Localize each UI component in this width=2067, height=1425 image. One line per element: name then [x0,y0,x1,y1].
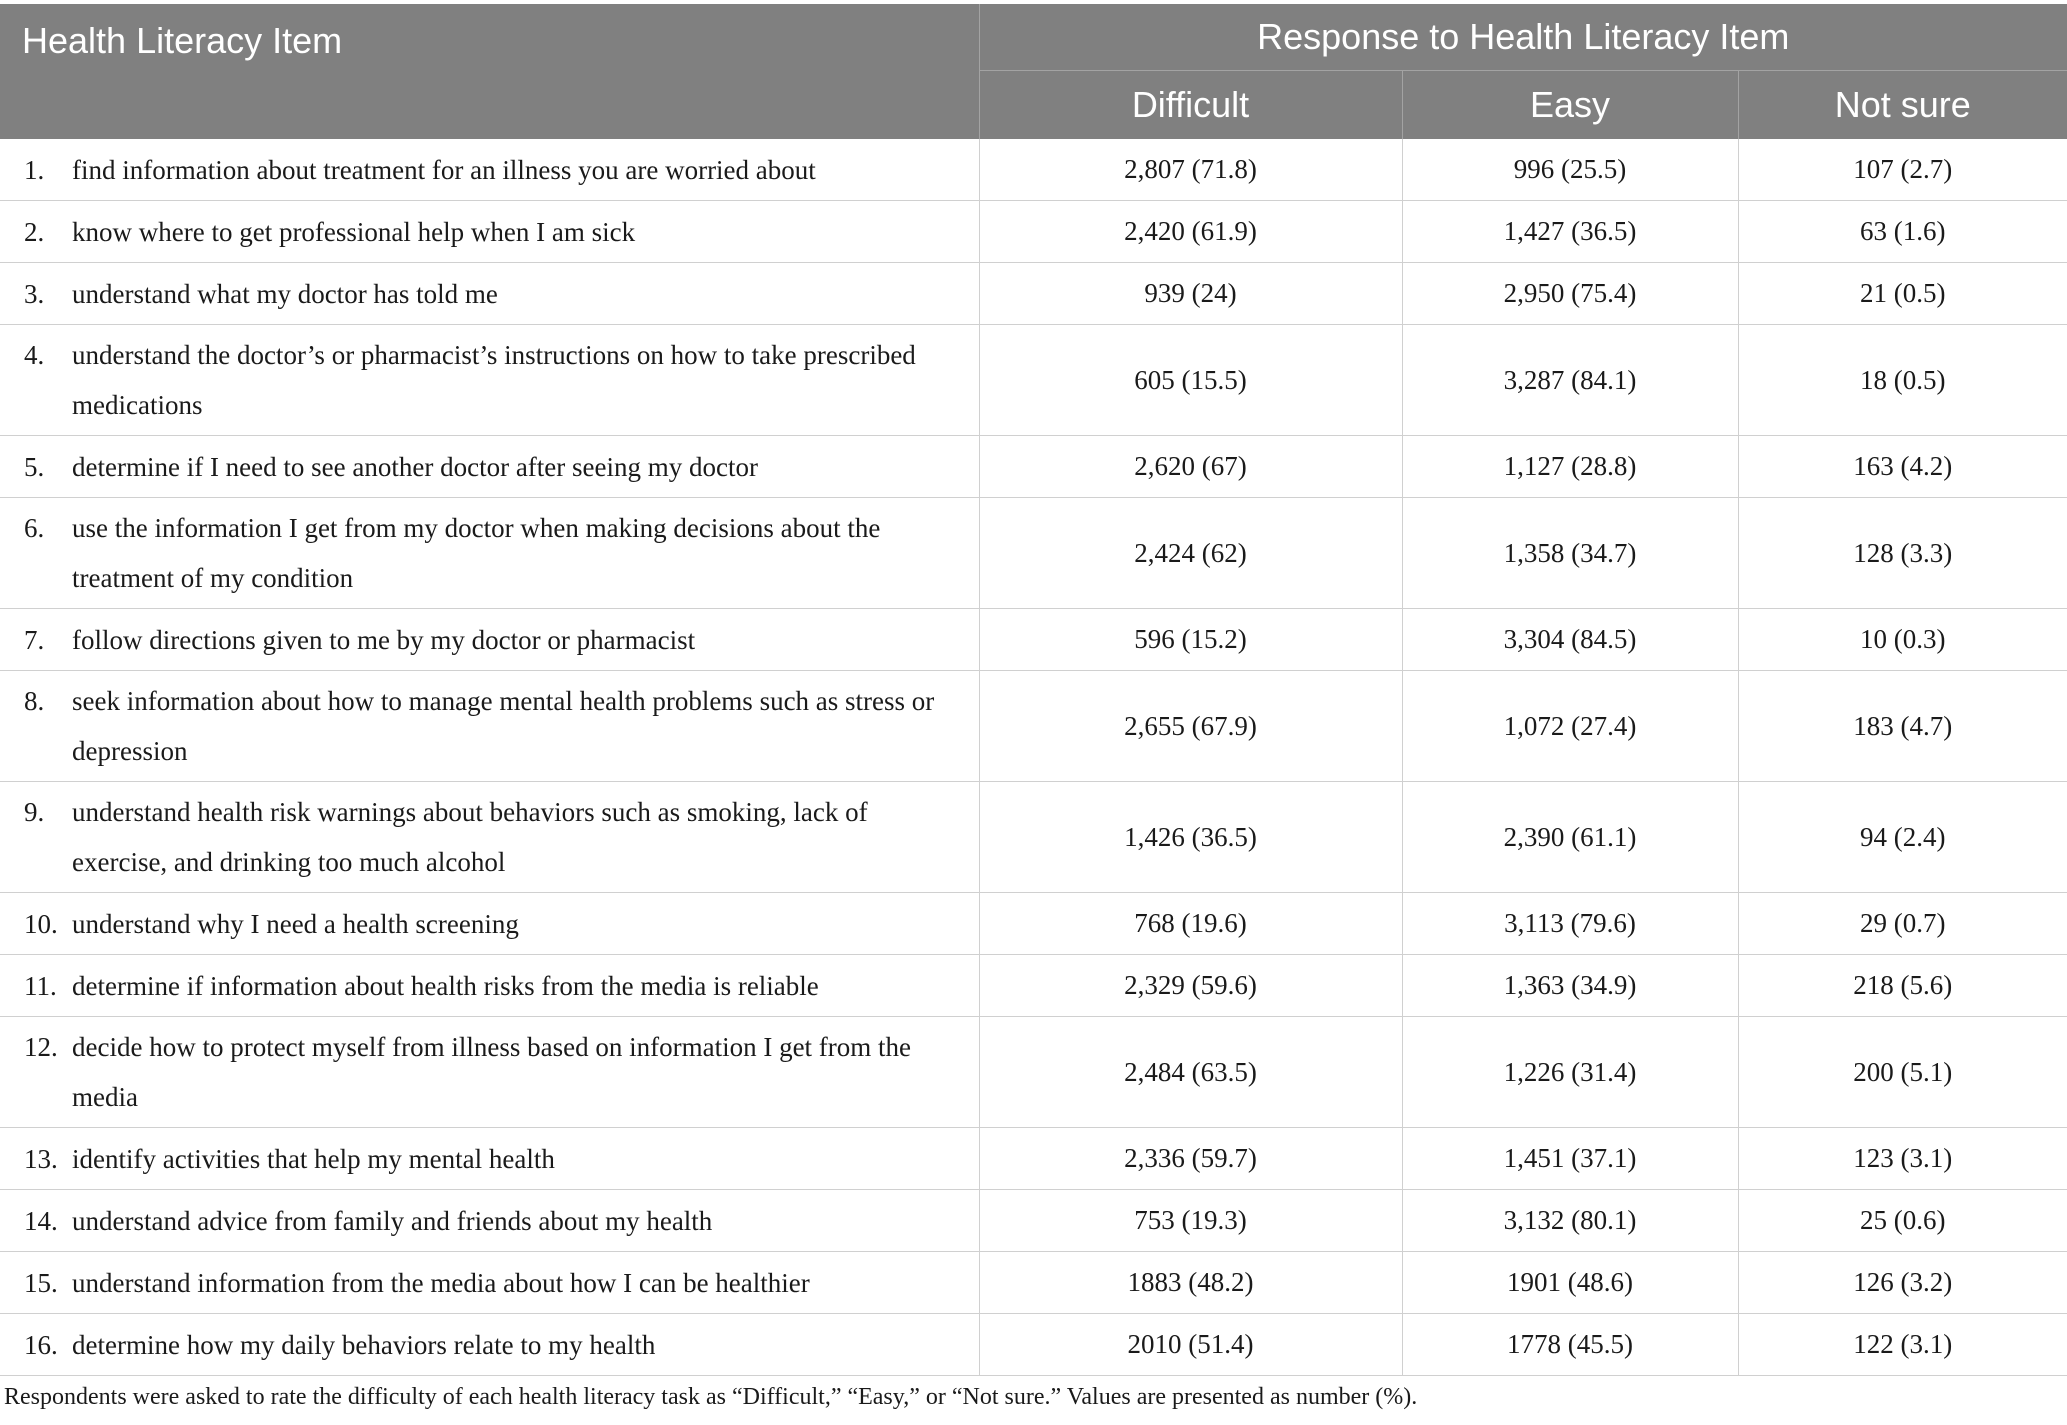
item-text: seek information about how to manage mental health problems such as stress or depression [72,686,935,766]
table-row [0,325,2067,436]
difficult-value: 2,484 (63.5) [979,1017,1402,1128]
not-sure-value: 29 (0.7) [1738,893,2067,955]
difficult-value: 2010 (51.4) [979,1314,1402,1376]
difficult-value: 2,420 (61.9) [979,201,1402,263]
item-text: determine if I need to see another doctor after seeing my doctor [72,451,758,482]
easy-value: 1778 (45.5) [1402,1314,1738,1376]
item-cell [0,955,979,1017]
not-sure-value: 123 (3.1) [1738,1128,2067,1190]
table-footnote: Respondents were asked to rate the difficulty of each health literacy task as “Difficult,” “Easy,” or “Not sure.” Values are presented as number (%). [4,1384,1418,1410]
header-difficult: Difficult [979,71,1402,140]
table-row [0,1314,2067,1376]
item-cell [0,609,979,671]
not-sure-value: 21 (0.5) [1738,263,2067,325]
difficult-value: 2,424 (62) [979,498,1402,609]
item-number: 13. [24,1143,58,1174]
item-text: understand information from the media about how I can be healthier [72,1267,810,1298]
not-sure-value: 126 (3.2) [1738,1252,2067,1314]
easy-value: 1,072 (27.4) [1402,671,1738,782]
difficult-value: 1883 (48.2) [979,1252,1402,1314]
item-text: find information about treatment for an illness you are worried about [72,154,816,185]
easy-value: 1,427 (36.5) [1402,201,1738,263]
easy-value: 1,226 (31.4) [1402,1017,1738,1128]
table-row [0,1017,2067,1128]
item-text: determine how my daily behaviors relate to my health [72,1329,656,1360]
item-cell [0,1190,979,1252]
item-cell [0,782,979,893]
easy-value: 3,113 (79.6) [1402,893,1738,955]
item-cell [0,325,979,436]
item-number: 3. [24,278,45,309]
not-sure-value: 63 (1.6) [1738,201,2067,263]
item-number: 14. [24,1205,58,1236]
table-body [0,139,2067,1376]
easy-value: 1,127 (28.8) [1402,436,1738,498]
not-sure-value: 183 (4.7) [1738,671,2067,782]
item-number: 5. [24,451,45,482]
item-number: 6. [24,513,45,543]
difficult-value: 605 (15.5) [979,325,1402,436]
table-row [0,436,2067,498]
item-cell [0,1017,979,1128]
item-text: understand the doctor’s or pharmacist’s instructions on how to take prescribed medications [72,340,916,420]
item-cell [0,498,979,609]
table-row [0,498,2067,609]
difficult-value: 753 (19.3) [979,1190,1402,1252]
item-text: understand health risk warnings about behaviors such as smoking, lack of exercise, and drinking too much alcohol [72,797,868,877]
easy-value: 3,304 (84.5) [1402,609,1738,671]
not-sure-value: 25 (0.6) [1738,1190,2067,1252]
table-row [0,1190,2067,1252]
item-number: 8. [24,686,45,716]
table-row [0,139,2067,201]
item-text: determine if information about health risks from the media is reliable [72,970,819,1001]
not-sure-value: 163 (4.2) [1738,436,2067,498]
easy-value: 2,950 (75.4) [1402,263,1738,325]
item-text: identify activities that help my mental health [72,1143,555,1174]
item-cell [0,893,979,955]
item-number: 16. [24,1329,58,1360]
item-number: 2. [24,216,45,247]
item-number: 10. [24,908,58,939]
header-easy: Easy [1402,71,1738,140]
easy-value: 1,451 (37.1) [1402,1128,1738,1190]
table-row [0,893,2067,955]
table-row [0,671,2067,782]
not-sure-value: 128 (3.3) [1738,498,2067,609]
difficult-value: 2,655 (67.9) [979,671,1402,782]
item-text: use the information I get from my doctor when making decisions about the treatment of my condition [72,513,881,593]
difficult-value: 939 (24) [979,263,1402,325]
table-row [0,1252,2067,1314]
difficult-value: 2,807 (71.8) [979,139,1402,201]
item-number: 9. [24,797,45,827]
item-text: decide how to protect myself from illness based on information I get from the media [72,1032,912,1112]
difficult-value: 2,620 (67) [979,436,1402,498]
easy-value: 2,390 (61.1) [1402,782,1738,893]
item-number: 15. [24,1267,58,1298]
difficult-value: 768 (19.6) [979,893,1402,955]
easy-value: 1,363 (34.9) [1402,955,1738,1017]
item-cell [0,263,979,325]
easy-value: 996 (25.5) [1402,139,1738,201]
header-response-group: Response to Health Literacy Item [979,4,2067,71]
item-number: 1. [24,154,45,185]
item-cell [0,1128,979,1190]
not-sure-value: 218 (5.6) [1738,955,2067,1017]
item-text: follow directions given to me by my doctor or pharmacist [72,624,696,655]
table-row [0,1128,2067,1190]
item-text: understand what my doctor has told me [72,278,498,309]
difficult-value: 2,336 (59.7) [979,1128,1402,1190]
item-cell [0,139,979,201]
table-row [0,263,2067,325]
easy-value: 3,287 (84.1) [1402,325,1738,436]
item-number: 12. [24,1032,58,1062]
not-sure-value: 200 (5.1) [1738,1017,2067,1128]
item-cell [0,1314,979,1376]
not-sure-value: 122 (3.1) [1738,1314,2067,1376]
easy-value: 3,132 (80.1) [1402,1190,1738,1252]
table-row [0,609,2067,671]
not-sure-value: 10 (0.3) [1738,609,2067,671]
item-number: 7. [24,624,45,655]
item-cell [0,671,979,782]
header-not-sure: Not sure [1738,71,2067,140]
easy-value: 1901 (48.6) [1402,1252,1738,1314]
item-cell [0,201,979,263]
not-sure-value: 107 (2.7) [1738,139,2067,201]
item-text: understand why I need a health screening [72,908,519,939]
easy-value: 1,358 (34.7) [1402,498,1738,609]
item-text: know where to get professional help when I am sick [72,216,636,247]
difficult-value: 596 (15.2) [979,609,1402,671]
health-literacy-table [0,4,2067,1376]
table-row [0,201,2067,263]
not-sure-value: 18 (0.5) [1738,325,2067,436]
item-number: 11. [24,970,57,1001]
table-row [0,782,2067,893]
item-cell [0,436,979,498]
header-item-column: Health Literacy Item [0,4,979,139]
not-sure-value: 94 (2.4) [1738,782,2067,893]
item-number: 4. [24,340,45,370]
difficult-value: 2,329 (59.6) [979,955,1402,1017]
difficult-value: 1,426 (36.5) [979,782,1402,893]
table-row [0,955,2067,1017]
item-text: understand advice from family and friends about my health [72,1205,713,1236]
item-cell [0,1252,979,1314]
